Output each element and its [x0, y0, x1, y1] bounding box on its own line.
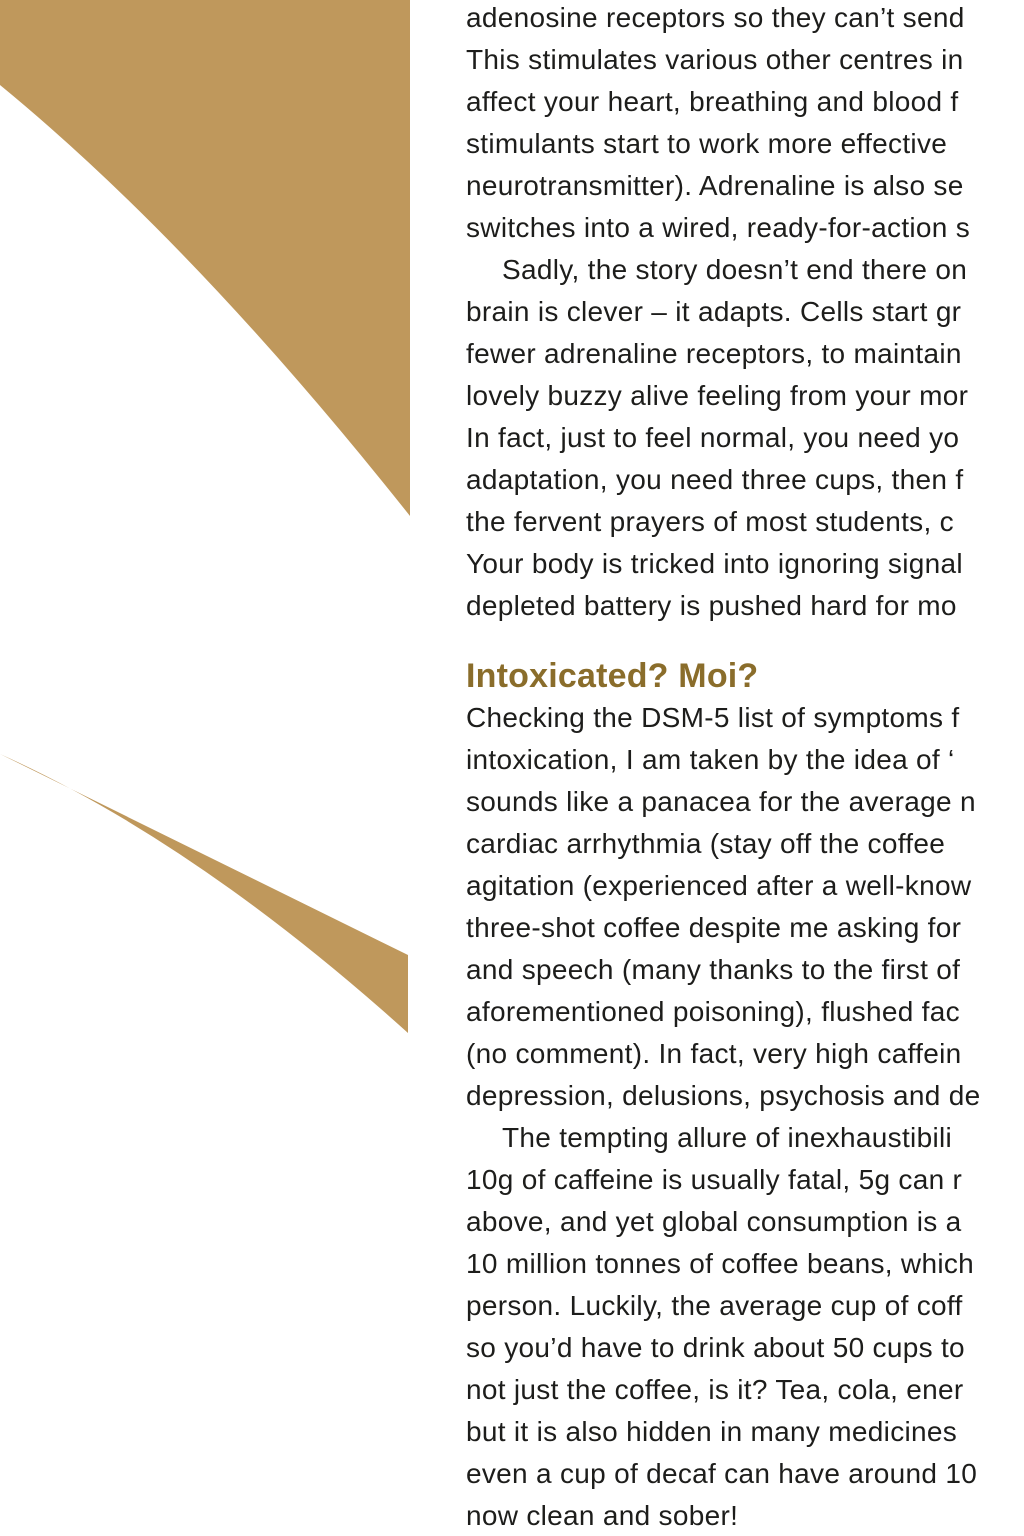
text-line: not just the coffee, is it? Tea, cola, ener: [466, 1374, 964, 1405]
text-line: now clean and sober!: [466, 1500, 739, 1531]
text-line: cardiac arrhythmia (stay off the coffee: [466, 828, 946, 859]
text-line: above, and yet global consumption is a: [466, 1206, 962, 1237]
text-line: (no comment). In fact, very high caffein: [466, 1038, 962, 1069]
text-line: three-shot coffee despite me asking for: [466, 912, 962, 943]
article-column: [466, 0, 1024, 1536]
text-line: aforementioned poisoning), flushed fac: [466, 996, 960, 1027]
paragraph: [466, 697, 1024, 1117]
gold-sliver-bottom: [0, 754, 408, 1033]
text-line: but it is also hidden in many medicines: [466, 1416, 958, 1447]
text-line: depleted battery is pushed hard for mo: [466, 590, 957, 621]
text-line: In fact, just to feel normal, you need yo: [466, 422, 960, 453]
text-line: Checking the DSM-5 list of symptoms f: [466, 702, 960, 733]
text-line: Your body is tricked into ignoring signal: [466, 548, 963, 579]
text-line: adaptation, you need three cups, then f: [466, 464, 964, 495]
text-line: switches into a wired, ready-for-action s: [466, 212, 971, 243]
text-line: affect your heart, breathing and blood f: [466, 86, 959, 117]
text-line: agitation (experienced after a well-know: [466, 870, 972, 901]
text-line: Sadly, the story doesn’t end there on: [502, 254, 968, 285]
section-heading: Intoxicated? Moi?: [466, 657, 759, 695]
text-line: stimulants start to work more effective: [466, 128, 948, 159]
text-line: so you’d have to drink about 50 cups to: [466, 1332, 965, 1363]
text-line: 10 million tonnes of coffee beans, which: [466, 1248, 975, 1279]
text-line: the fervent prayers of most students, c: [466, 506, 954, 537]
text-line: and speech (many thanks to the first of: [466, 954, 961, 985]
text-line: even a cup of decaf can have around 10: [466, 1458, 978, 1489]
gold-triangle-top: [0, 0, 410, 516]
text-line: lovely buzzy alive feeling from your mor: [466, 380, 969, 411]
text-line: brain is clever – it adapts. Cells start gr: [466, 296, 962, 327]
text-line: fewer adrenaline receptors, to maintain: [466, 338, 962, 369]
text-line: neurotransmitter). Adrenaline is also se: [466, 170, 964, 201]
paragraph: [466, 1117, 1024, 1536]
paragraph: [466, 249, 1024, 627]
text-line: adenosine receptors so they can’t send: [466, 2, 965, 33]
text-line: depression, delusions, psychosis and de: [466, 1080, 981, 1111]
text-line: sounds like a panacea for the average n: [466, 786, 976, 817]
text-line: intoxication, I am taken by the idea of ‘: [466, 744, 955, 775]
paragraph: [466, 0, 1024, 249]
text-line: person. Luckily, the average cup of coff: [466, 1290, 963, 1321]
text-line: This stimulates various other centres in: [466, 44, 964, 75]
text-line: 10g of caffeine is usually fatal, 5g can r: [466, 1164, 963, 1195]
text-line: The tempting allure of inexhaustibili: [502, 1122, 953, 1153]
